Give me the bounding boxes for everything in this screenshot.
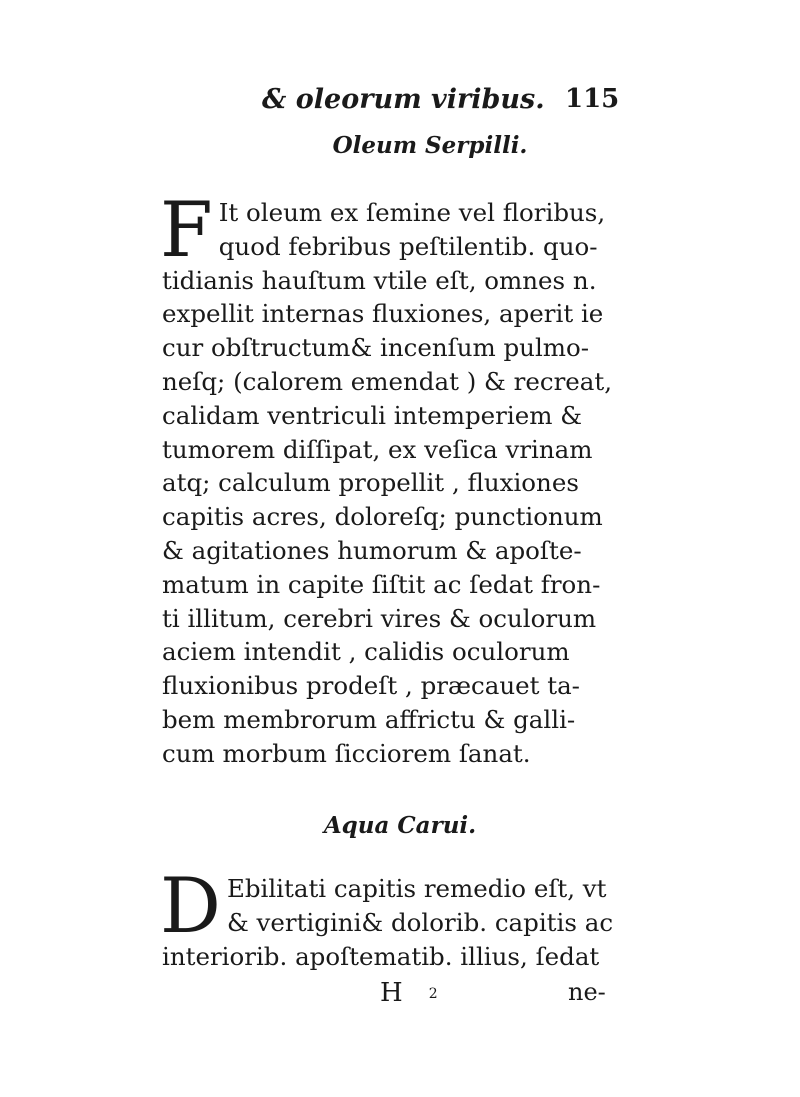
section-title-oleum-serpilli: Oleum Serpilli. — [332, 132, 528, 159]
text-line: calidam ventriculi intemperiem & — [162, 400, 583, 430]
paragraph-oleum-serpilli — [160, 185, 622, 771]
dropcap-f: F — [160, 185, 213, 274]
text-line: It oleum ex ſemine vel floribus, — [218, 198, 606, 227]
signature-letter: H — [380, 978, 403, 1008]
text-line: aciem intendit , calidis oculorum — [162, 637, 570, 667]
section-title-aqua-carui: Aqua Carui. — [323, 812, 477, 839]
paragraph-aqua-carui — [160, 861, 622, 973]
text-line: quod febribus peſtilentib. quo- — [218, 231, 598, 261]
text-line: neſq; (calorem emendat ) & recreat, — [162, 366, 613, 396]
text-line: bem membrorum affrictu & galli- — [162, 704, 576, 734]
text-line: tumorem diſſipat, ex veſica vrinam — [162, 434, 593, 464]
text-line: capitis acres, doloreſq; punctionum — [162, 502, 603, 532]
text-line: cur obſtructum& incenſum pulmo- — [162, 333, 590, 363]
signature-number: 2 — [428, 986, 438, 1002]
text-line: atq; calculum propellit , fluxiones — [162, 468, 579, 498]
text-line: & agitationes humorum & apoſte- — [162, 535, 582, 565]
signature-mark — [380, 978, 438, 1008]
text-line: interiorib. apoſtematib. illius, ſedat — [162, 941, 600, 971]
text-line: expellit internas fluxiones, aperit ie — [162, 299, 604, 329]
text-line: cum morbum ſicciorem ſanat. — [162, 738, 531, 768]
dropcap-d: D — [160, 861, 221, 950]
text-line: matum in capite ſiſtit ac ſedat fron- — [162, 569, 601, 599]
text-line: & vertigini& dolorib. capitis ac — [226, 907, 614, 937]
catchword: ne- — [568, 978, 606, 1006]
running-head: & oleorum viribus. — [262, 84, 545, 115]
text-line: fluxionibus prodeſt , præcauet ta- — [162, 671, 580, 701]
page-number: 115 — [565, 84, 620, 114]
text-line: ti illitum, cerebri vires & oculorum — [162, 603, 597, 633]
text-line: tidianis hauſtum vtile eſt, omnes n. — [162, 265, 597, 295]
text-line: Ebilitati capitis remedio eſt, vt — [226, 874, 607, 903]
